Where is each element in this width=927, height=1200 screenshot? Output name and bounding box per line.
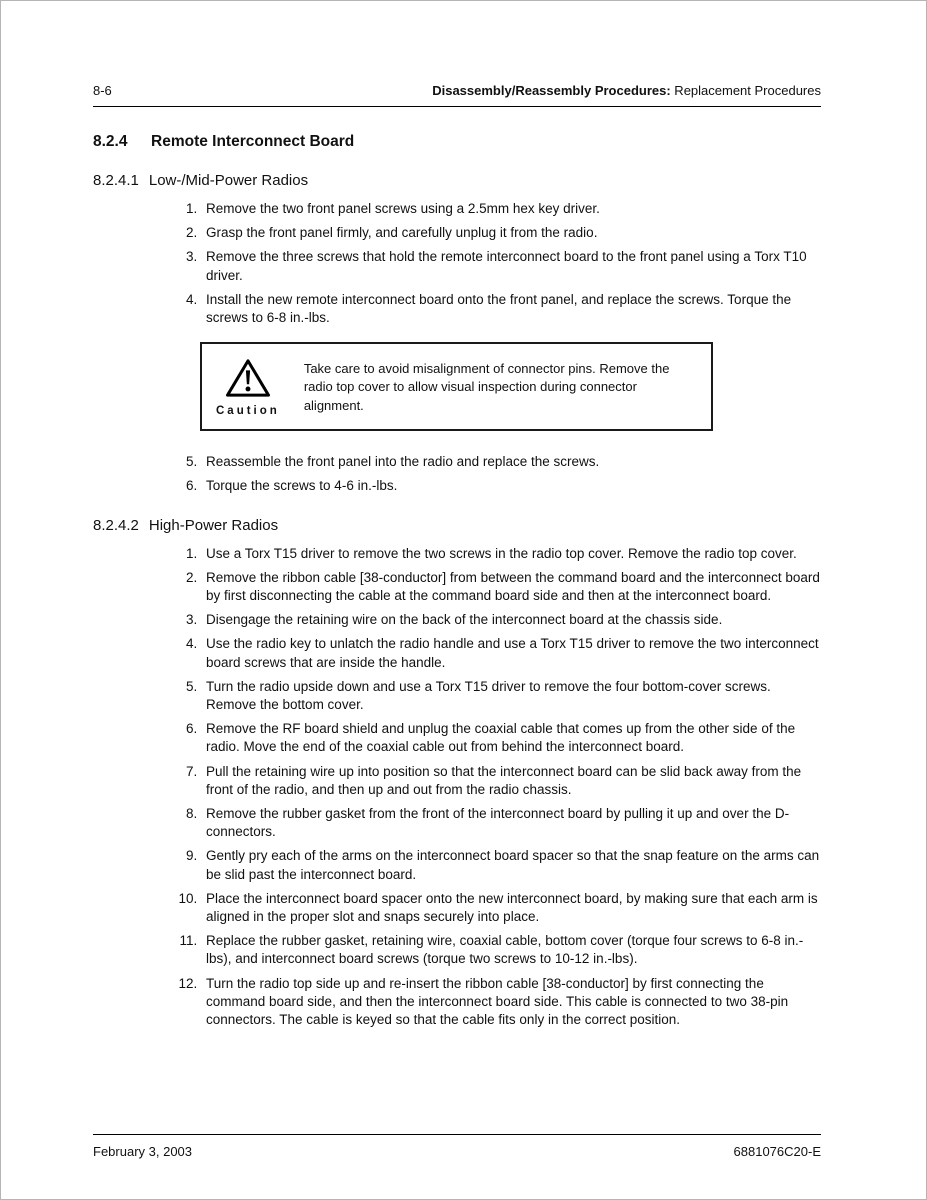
page-footer xyxy=(93,1134,821,1159)
section-title: Remote Interconnect Board xyxy=(151,133,355,150)
procedure-step: 3. Remove the three screws that hold the remote interconnect board to the front panel using a Torx T10 driver. xyxy=(201,248,821,284)
subsection-number: 8.2.4.1 xyxy=(93,172,139,189)
steps-list-low-mid-1 xyxy=(93,200,821,327)
footer-doc-number: 6881076C20-E xyxy=(733,1144,821,1159)
warning-triangle-icon xyxy=(225,358,271,398)
procedure-step: 8. Remove the rubber gasket from the front of the interconnect board by pulling it up and over the D-connectors. xyxy=(201,805,821,841)
procedure-step: 4. Use the radio key to unlatch the radio handle and use a Torx T15 driver to remove the two interconnect board screws that are inside the handle. xyxy=(201,635,821,671)
procedure-step: 7. Pull the retaining wire up into position so that the interconnect board can be slid back away from the front of the radio, and then up and out from the radio chassis. xyxy=(201,763,821,799)
caution-icon-block xyxy=(216,358,280,417)
page-header xyxy=(93,83,821,107)
procedure-step: 2. Remove the ribbon cable [38-conductor] from between the command board and the interconnect board by first disconnecting the cable at the command board side and then at the interconnect board. xyxy=(201,569,821,605)
subsection-title: Low-/Mid-Power Radios xyxy=(148,172,309,189)
page-content xyxy=(1,83,926,1029)
running-header xyxy=(432,83,821,98)
procedure-step: 1. Remove the two front panel screws using a 2.5mm hex key driver. xyxy=(201,200,821,218)
running-header-bold: Disassembly/Reassembly Procedures: xyxy=(432,83,671,98)
subsection-heading-high-power xyxy=(93,517,821,534)
procedure-step: 1. Use a Torx T15 driver to remove the two screws in the radio top cover. Remove the radio top cover. xyxy=(201,545,821,563)
procedure-step: 9. Gently pry each of the arms on the interconnect board spacer so that the snap feature on the arms can be slid past the interconnect board. xyxy=(201,847,821,883)
steps-list-high-power xyxy=(93,545,821,1030)
procedure-step: 2. Grasp the front panel firmly, and carefully unplug it from the radio. xyxy=(201,224,821,242)
procedure-step: 5. Turn the radio upside down and use a Torx T15 driver to remove the four bottom-cover screws. Remove the bottom cover. xyxy=(201,678,821,714)
caution-box xyxy=(200,342,713,431)
caution-label: Caution xyxy=(216,405,280,418)
procedure-step: 3. Disengage the retaining wire on the back of the interconnect board at the chassis side. xyxy=(201,611,821,629)
running-header-rest: Replacement Procedures xyxy=(670,83,821,98)
section-heading xyxy=(93,133,821,151)
subsection-title: High-Power Radios xyxy=(148,516,279,534)
subsection-heading-low-mid-power xyxy=(93,172,821,189)
section-number: 8.2.4 xyxy=(93,133,128,150)
procedure-step: 5. Reassemble the front panel into the radio and replace the screws. xyxy=(201,453,821,471)
steps-list-low-mid-2 xyxy=(93,453,821,495)
subsection-number: 8.2.4.2 xyxy=(93,516,139,534)
procedure-step: 10. Place the interconnect board spacer onto the new interconnect board, by making sure that each arm is aligned in the proper slot and snaps securely into place. xyxy=(201,890,821,926)
procedure-step: 11. Replace the rubber gasket, retaining wire, coaxial cable, bottom cover (torque four screws to 6-8 in.-lbs), and interconnect board screws (torque two screws to 10-12 in.-lbs). xyxy=(201,932,821,968)
procedure-step: 4. Install the new remote interconnect board onto the front panel, and replace the screws. Torque the screws to 6-8 in.-lbs. xyxy=(201,291,821,327)
caution-text: Take care to avoid misalignment of connector pins. Remove the radio top cover to allow visual inspection during connector alignment. xyxy=(303,360,670,413)
procedure-step: 6. Remove the RF board shield and unplug the coaxial cable that comes up from the other side of the radio. Move the end of the coaxial cable out from behind the interconnect board. xyxy=(201,720,821,756)
procedure-step: 6. Torque the screws to 4-6 in.-lbs. xyxy=(201,477,821,495)
page-number: 8-6 xyxy=(93,83,112,98)
procedure-step: 12. Turn the radio top side up and re-insert the ribbon cable [38-conductor] by first connecting the command board side, and then the interconnect board side. This cable is connected to two 38-pin connectors. The cable is keyed so that the cable fits only in the correct position. xyxy=(201,975,821,1030)
footer-date: February 3, 2003 xyxy=(93,1144,193,1159)
